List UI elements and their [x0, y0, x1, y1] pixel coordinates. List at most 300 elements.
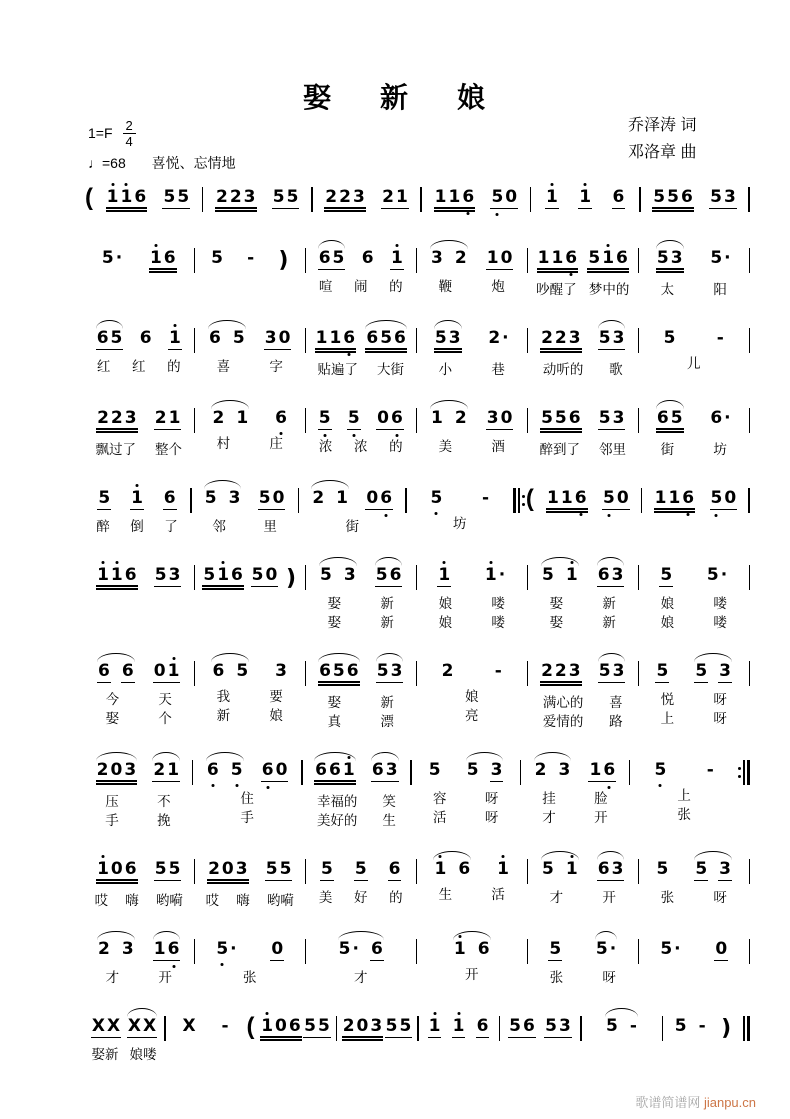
- note-group: [452, 1018, 466, 1038]
- note-char: 3: [235, 861, 249, 884]
- measure: [528, 399, 638, 459]
- note-char: 1: [390, 250, 404, 270]
- measure: [193, 751, 301, 827]
- lyric-row: [86, 793, 190, 811]
- note-group: [659, 941, 681, 958]
- lyric-syllable: 的: [389, 279, 403, 294]
- octave-dot-high: [115, 561, 118, 564]
- lyric-row: [86, 518, 188, 536]
- note-group: [437, 567, 451, 587]
- note-char: -: [481, 488, 489, 508]
- note-group: [319, 567, 357, 584]
- lyric-syllable: 红: [96, 359, 111, 374]
- note-group: [207, 861, 249, 884]
- octave-dot-low: [348, 353, 351, 356]
- tempo-value: =68: [102, 155, 126, 171]
- lyric-syllable: 生: [438, 887, 453, 902]
- octave-dot-high: [111, 183, 114, 186]
- notes-row: [523, 751, 627, 789]
- note-group: [508, 1018, 536, 1038]
- notes-row: [419, 239, 525, 277]
- note-group: [490, 189, 518, 209]
- octave-dot-high: [458, 935, 461, 938]
- note-char: 1: [260, 1018, 274, 1041]
- lyric-row: [641, 614, 747, 632]
- note-char: 6: [163, 250, 177, 273]
- note-group: [537, 250, 579, 273]
- measure: [582, 1007, 662, 1042]
- note-group: [154, 861, 182, 881]
- octave-dot-high: [101, 855, 104, 858]
- note-char: 1: [447, 189, 461, 212]
- note-char: 1: [589, 760, 602, 780]
- measure: [203, 178, 311, 219]
- note-char: 0: [616, 488, 629, 508]
- note-char: 6: [96, 328, 109, 348]
- note-char: 6: [318, 663, 332, 686]
- note-group: [428, 762, 442, 779]
- note-char: 3: [390, 661, 403, 681]
- note-group: [202, 567, 244, 590]
- note-char: 1: [216, 567, 230, 590]
- measure: [663, 1007, 743, 1047]
- note-char: 1: [328, 330, 342, 353]
- octave-dot-low: [235, 784, 238, 787]
- note-char: 2: [96, 410, 110, 433]
- lyric-syllable: 活: [432, 810, 447, 825]
- lyric-row: [419, 614, 525, 632]
- note-char: 6: [314, 762, 328, 785]
- note-group: [381, 189, 409, 209]
- notes-row: [308, 652, 414, 693]
- octave-dot-high: [125, 183, 128, 186]
- notes-row: [530, 239, 636, 280]
- note-char: 0: [377, 408, 389, 428]
- note-char: 0: [500, 408, 513, 428]
- lyric-row: [305, 793, 409, 811]
- note-char: 0: [110, 861, 124, 884]
- system-row: [84, 930, 750, 987]
- octave-dot-high: [457, 1012, 460, 1015]
- note-group: [597, 861, 625, 881]
- note-char: 5: [509, 1016, 521, 1036]
- note-char: 3: [611, 565, 624, 585]
- note-group: [654, 490, 696, 513]
- lyric-row: [308, 713, 414, 731]
- octave-dot-low: [579, 513, 582, 516]
- note-group: [96, 410, 138, 433]
- system-line: [84, 556, 750, 632]
- octave-dot-low: [280, 432, 283, 435]
- note-char: 5: [379, 330, 393, 353]
- system-row: [84, 652, 750, 731]
- note-char: 5: [674, 1016, 687, 1036]
- note-group: [430, 490, 444, 507]
- lyric-syllable: 脸: [594, 791, 608, 806]
- note-group: [656, 410, 684, 433]
- note-group: [211, 410, 249, 427]
- octave-dot-low: [659, 784, 662, 787]
- lyric-syllable: 阳: [713, 282, 727, 297]
- lyric-syllable: 炮: [491, 279, 505, 294]
- note-char: 1: [545, 189, 559, 209]
- note-group: [706, 567, 728, 584]
- measure: [306, 930, 416, 987]
- note-char: 5: [587, 250, 601, 273]
- note-char: 3: [612, 328, 625, 348]
- note-char: 5: [549, 939, 562, 959]
- lyric-syllable: 开: [602, 890, 616, 905]
- notes-row: [584, 1007, 660, 1042]
- note-group: [376, 410, 404, 430]
- lyric-syllable: 贴遍了: [317, 362, 358, 377]
- lyric-syllable: 美: [438, 439, 453, 454]
- lyric-syllable: 嗨: [125, 893, 139, 908]
- lyric-syllable: 呀: [713, 692, 727, 707]
- note-char: 1: [546, 490, 560, 513]
- octave-dot-low: [266, 786, 269, 789]
- measure: [84, 930, 194, 987]
- measure: [417, 239, 527, 296]
- lyric-row: [86, 441, 192, 459]
- lyric-syllable: 闹: [353, 279, 368, 294]
- note-char: 6: [342, 330, 356, 353]
- notes-row: [641, 652, 747, 690]
- notes-row: [641, 850, 747, 888]
- lyric-syllable: 吵醒了: [536, 282, 577, 297]
- note-group: [540, 410, 582, 433]
- note-group: [545, 189, 559, 209]
- lyric-syllable: 梦中的: [588, 282, 630, 297]
- note-char: 5: [272, 187, 285, 207]
- octave-dot-high: [172, 657, 175, 660]
- lyric-syllable: 酒: [491, 439, 505, 454]
- note-char: 1: [168, 330, 182, 350]
- lyric-syllable: 喽: [491, 596, 505, 611]
- lyric-syllable: 张: [677, 807, 691, 822]
- note-group: [598, 410, 626, 430]
- note-char: ·: [609, 939, 617, 959]
- note-char: 5: [466, 760, 479, 780]
- note-group: [385, 1018, 413, 1038]
- note-char: 0: [366, 488, 379, 508]
- lyric-syllable: 亮: [465, 708, 479, 723]
- note-char: 5: [710, 490, 724, 510]
- note-char: 1: [153, 939, 166, 959]
- : [743, 760, 745, 785]
- notes-row: [409, 479, 511, 514]
- note-group: [602, 490, 630, 510]
- notes-row: [195, 751, 299, 789]
- note-char: 5: [595, 939, 608, 959]
- measure: [166, 1007, 246, 1042]
- note-char: 1: [537, 250, 551, 273]
- lyric-syllable: 美好的: [316, 813, 358, 828]
- octave-dot-low: [221, 963, 224, 966]
- note-char: 6: [346, 663, 360, 686]
- note-char: 3: [264, 328, 277, 348]
- notes-row: [641, 399, 747, 440]
- note-group: [361, 250, 375, 267]
- lyric-syllable: 娘: [660, 596, 675, 611]
- lyric-syllable: 才: [549, 890, 564, 905]
- notes-row: [419, 652, 525, 687]
- measure: [84, 239, 194, 280]
- note-char: 2: [98, 939, 110, 959]
- note-group: [208, 330, 246, 347]
- note-char: 3: [559, 1016, 571, 1036]
- lyric-syllable: 新: [602, 615, 616, 630]
- measure: [337, 1007, 417, 1048]
- lyric-syllable: 好: [353, 890, 368, 905]
- system-row: [84, 479, 750, 536]
- note-char: 5: [663, 328, 676, 348]
- notes-row: [197, 556, 303, 597]
- measure: [528, 652, 638, 731]
- measure: [84, 556, 194, 597]
- note-char: X: [127, 1016, 141, 1036]
- lyric-syllable: 新: [602, 596, 616, 611]
- note-char: 6: [568, 410, 582, 433]
- note-char: 5: [606, 1016, 618, 1036]
- note-group: [388, 861, 402, 881]
- : [518, 488, 520, 513]
- note-group: [433, 861, 471, 878]
- note-group: [487, 330, 509, 347]
- note-char: 6: [710, 408, 723, 428]
- lyric-syllable: 开: [594, 810, 608, 825]
- lyric-syllable: 开: [158, 970, 172, 985]
- lyric-syllable: 浓: [318, 439, 333, 454]
- : [747, 1016, 751, 1041]
- lyric-syllable: 嗨: [236, 893, 250, 908]
- note-group: [598, 663, 626, 683]
- system-row: [84, 399, 750, 459]
- note-group: [130, 490, 144, 510]
- notes-row: [643, 178, 747, 219]
- system-row: [84, 850, 750, 910]
- measure: [639, 556, 749, 632]
- octave-dot-high: [550, 183, 553, 186]
- lyric-syllable: 歌: [609, 362, 623, 377]
- measure: [306, 850, 416, 907]
- note-group: [220, 1018, 229, 1035]
- lyric-syllable: 上: [660, 711, 675, 726]
- lyricist-credit: 乔泽涛 词: [628, 117, 697, 134]
- note-char: 0: [274, 1018, 288, 1041]
- lyric-row: [301, 518, 403, 536]
- measure: [192, 479, 298, 536]
- lyric-syllable: 张: [243, 970, 257, 985]
- lyric-syllable: 呀: [713, 711, 727, 726]
- lyric-row: [308, 361, 414, 379]
- note-group: [97, 663, 135, 683]
- note-group: [91, 1018, 121, 1038]
- note-char: 5: [656, 859, 669, 879]
- lyric-syllable: 邻: [212, 519, 226, 534]
- lyric-syllable: 大街: [377, 362, 404, 377]
- lyric-syllable: 漂: [380, 714, 394, 729]
- note-char: 2: [110, 410, 124, 433]
- note-char: 5: [177, 187, 190, 207]
- note-group: [597, 567, 625, 587]
- note-char: ·: [724, 408, 731, 428]
- lyric-syllable: 的: [389, 439, 403, 454]
- watermark-link[interactable]: jianpu.cn: [703, 1095, 756, 1110]
- note-char: 5: [710, 187, 722, 207]
- note-group: [127, 1018, 157, 1038]
- watermark-site: 歌谱简谱网: [635, 1095, 704, 1110]
- note-char: 6: [389, 565, 402, 585]
- note-group: [663, 330, 677, 347]
- measure: [306, 399, 416, 456]
- note-char: 2: [212, 408, 225, 428]
- note-char: 1: [119, 189, 133, 212]
- octave-dot-high: [222, 561, 225, 564]
- system-row: [84, 239, 750, 299]
- lyric-syllable: 浓: [353, 439, 368, 454]
- measure: [195, 850, 305, 910]
- lyric-syllable: 生: [382, 813, 396, 828]
- measure: [84, 319, 194, 376]
- note-group: [544, 1018, 572, 1038]
- lyric-syllable: 鞭: [438, 279, 453, 294]
- note-group: [318, 250, 346, 270]
- note-char: 1: [496, 861, 510, 878]
- note-char: 3: [431, 248, 443, 268]
- lyric-row: [523, 809, 627, 827]
- watermark: [635, 1092, 756, 1111]
- octave-dot-low: [467, 212, 470, 215]
- note-char: X: [143, 1016, 157, 1036]
- note-group: [716, 330, 725, 347]
- note-group: [365, 490, 393, 510]
- lyric-row: [195, 809, 299, 827]
- lyric-syllable: 路: [609, 714, 623, 729]
- note-group: [149, 250, 177, 273]
- lyric-syllable: 张: [549, 970, 564, 985]
- credits: [628, 112, 696, 166]
- lyric-row: [530, 281, 636, 299]
- note-char: 5: [236, 661, 249, 681]
- note-group: [318, 663, 360, 686]
- note-group: [546, 490, 588, 513]
- note-group: [652, 189, 694, 212]
- note-char: ·: [230, 939, 237, 959]
- notes-row: [424, 178, 528, 219]
- notes-row: [641, 930, 747, 968]
- measure: [195, 930, 305, 987]
- octave-dot-low: [435, 512, 438, 515]
- notes-row: [533, 178, 637, 216]
- note-char: 0: [272, 488, 285, 508]
- note-char: 5: [154, 859, 167, 879]
- note-char: ·: [352, 939, 359, 959]
- note-char: 5: [598, 328, 611, 348]
- lyric-syllable: 呀: [484, 791, 499, 806]
- note-group: [653, 762, 667, 779]
- note-char: 6: [564, 250, 578, 273]
- note-group: [694, 663, 732, 683]
- lyric-syllable: 要: [269, 689, 283, 704]
- note-char: 5: [542, 859, 554, 879]
- note-group: [709, 410, 731, 427]
- lyric-syllable: 娶新: [91, 1047, 119, 1062]
- quarter-note-icon: ♩: [88, 155, 102, 171]
- note-char: 1: [96, 861, 110, 884]
- note-char: 1: [315, 330, 329, 353]
- barline: [749, 859, 751, 884]
- lyric-row: [641, 889, 747, 907]
- measure: [407, 479, 513, 533]
- note-char: 3: [343, 565, 356, 585]
- note-char: 3: [168, 565, 181, 585]
- measure: [256, 1007, 336, 1048]
- measure: [642, 479, 748, 520]
- lyric-syllable: 呀: [484, 810, 499, 825]
- measure: [639, 930, 749, 968]
- lyric-row: [195, 790, 299, 808]
- note-group: [598, 330, 626, 350]
- lyric-row: [419, 966, 525, 984]
- note-char: 6: [361, 248, 374, 268]
- system-row: [84, 178, 750, 219]
- note-char: 3: [611, 859, 624, 879]
- barline: [749, 939, 751, 964]
- note-char: 1: [452, 1018, 466, 1038]
- composer-credit: 邓洛章 曲: [628, 144, 697, 161]
- lyric-row: [641, 710, 747, 728]
- lyric-syllable: 娘: [465, 689, 479, 704]
- note-char: 5: [202, 567, 216, 590]
- lyric-row: [86, 812, 190, 830]
- note-group: [270, 941, 284, 961]
- note-group: [204, 490, 242, 507]
- lyric-row: [414, 809, 518, 827]
- notes-row: [86, 479, 188, 517]
- note-char: 5: [251, 565, 264, 585]
- lyric-syllable: 娶: [327, 596, 342, 611]
- lyric-syllable: 开: [465, 967, 479, 982]
- note-char: 5: [163, 187, 176, 207]
- key-signature: 1=F: [88, 125, 113, 141]
- notes-row: [315, 178, 419, 219]
- lyric-row: [308, 614, 414, 632]
- note-group: [540, 663, 582, 686]
- notes-row: [530, 652, 636, 693]
- lyric-syllable: 醉: [96, 519, 110, 534]
- note-char: 5: [430, 490, 444, 507]
- lyric-syllable: 娘喽: [129, 1047, 157, 1062]
- note-char: 1: [433, 861, 447, 878]
- lyric-syllable: 美: [318, 890, 333, 905]
- lyric-syllable: 喜: [216, 359, 231, 374]
- notes-row: [530, 556, 636, 594]
- note-group: [154, 410, 182, 430]
- note-group: [106, 189, 148, 212]
- note-group: [342, 1018, 384, 1041]
- note-group: [390, 250, 404, 270]
- notes-row: [530, 850, 636, 888]
- lyric-row: [86, 1046, 162, 1064]
- note-char: -: [706, 760, 714, 780]
- note-group: [434, 189, 476, 212]
- lyric-row: [530, 694, 636, 712]
- note-char: 1: [601, 250, 615, 273]
- system-row: [84, 319, 750, 379]
- lyric-row: [530, 361, 636, 379]
- notes-row: [641, 239, 747, 280]
